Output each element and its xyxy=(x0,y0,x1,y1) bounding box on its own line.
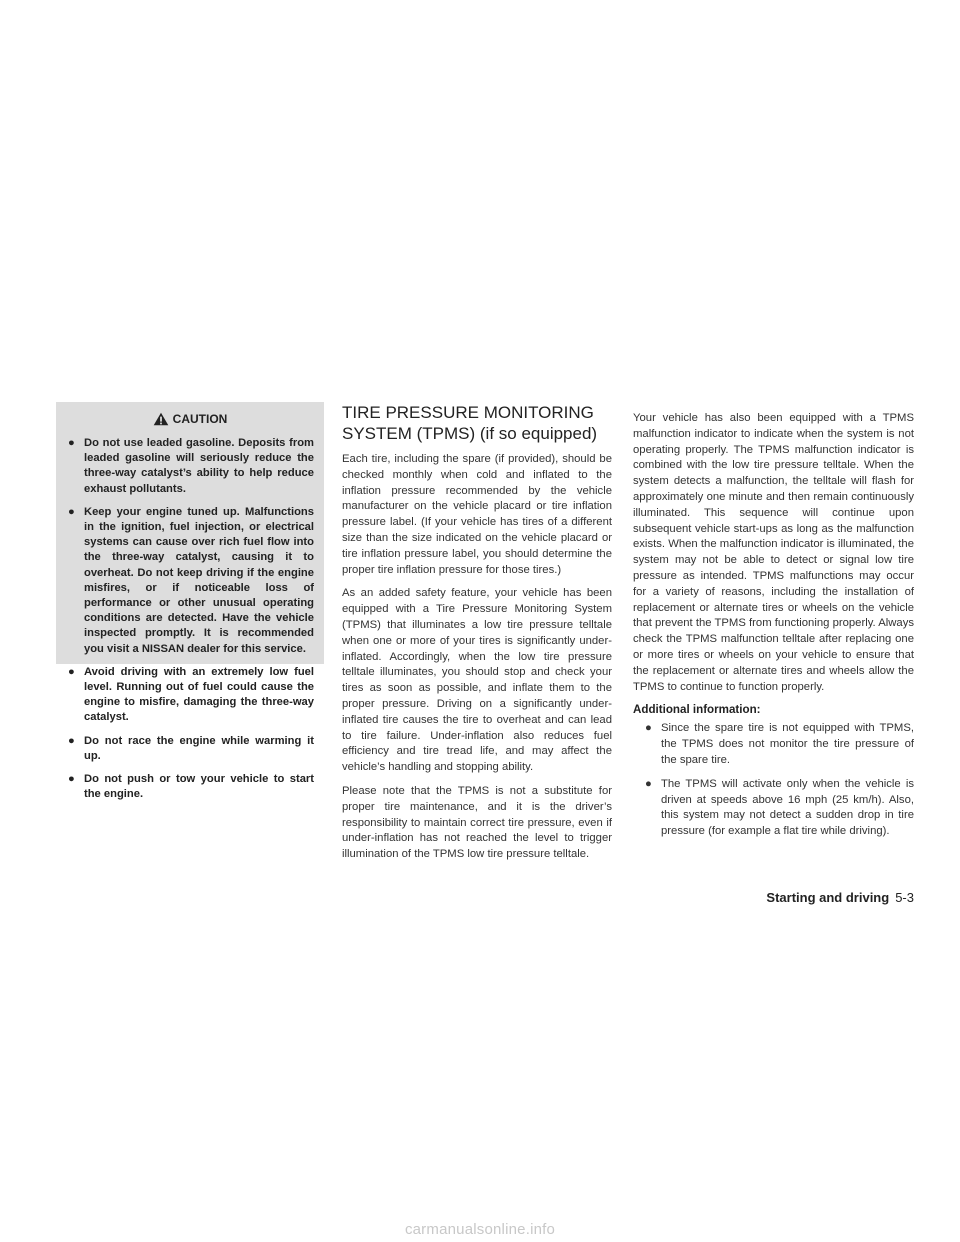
page-number: 5-3 xyxy=(895,890,914,905)
bullet-icon: ● xyxy=(645,722,652,735)
list-item: ● The TPMS will activate only when the vehicle is driven at speeds above 16 mph (25 km/h). Also, this system may not detect a sudden drop in tire pressure (for example a flat tire while driving). xyxy=(645,777,914,838)
list-item: ● Avoid driving with an extremely low fuel level. Running out of fuel could cause the engine to misfire, damaging the three-way catalyst. xyxy=(68,665,314,724)
list-item: ● Since the spare tire is not equipped with TPMS, the TPMS does not monitor the tire pressure of the spare tire. xyxy=(645,722,914,766)
list-item: ● Keep your engine tuned up. Malfunctions in the ignition, fuel injection, or electrical systems can cause over rich fuel flow into the three-way catalyst, causing it to overheat. Do not keep driving if the engine misfires, or if noticeable loss of performance or other unusual operating conditions are detected. Have the vehicle inspected promptly. It is recommended you visit a NISSAN dealer for this service. xyxy=(68,505,314,655)
caution-header xyxy=(66,412,314,426)
bullet-icon: ● xyxy=(68,734,75,747)
bullet-icon: ● xyxy=(68,505,75,518)
caution-list xyxy=(66,436,314,802)
additional-info-heading: Additional information: xyxy=(633,703,761,717)
tpms-section xyxy=(342,402,612,871)
section-title: TIRE PRESSURE MONITORING SYSTEM (TPMS) (if so equipped) xyxy=(342,403,598,443)
footer-section-name: Starting and driving xyxy=(766,890,890,905)
right-column xyxy=(633,411,914,848)
caution-box xyxy=(56,402,324,801)
paragraph: Each tire, including the spare (if provided), should be checked monthly when cold and inflated to the inflation pressure recommended by the vehicle manufacturer on the vehicle placard or tire inflation pressure label. (If your vehicle has tires of a different size than the size indicated on the vehicle placard or tire inflation pressure label, you should determine the proper tire inflation pressure for those tires.) xyxy=(342,453,612,576)
bullet-icon: ● xyxy=(68,665,75,678)
warning-triangle-icon xyxy=(153,412,169,426)
list-item: ● Do not push or tow your vehicle to start the engine. xyxy=(68,773,314,801)
additional-info-list xyxy=(633,721,914,840)
bullet-icon: ● xyxy=(645,777,652,790)
watermark: carmanualsonline.info xyxy=(404,1221,556,1238)
bullet-icon: ● xyxy=(68,437,75,449)
caution-title: CAUTION xyxy=(172,412,228,426)
paragraph: As an added safety feature, your vehicle has been equipped with a Tire Pressure Monitoring System (TPMS) that illuminates a low tire pressure telltale when one or more of your tires is significantly under-inflated. Accordingly, when the low tire pressure telltale illuminates, you should stop and check your tires as soon as possible, and inflate them to the proper pressure. Driving on a significantly under-inflated tire causes the tire to overheat and can lead to tire failure. Under-inflation also reduces fuel efficiency and tire tread life, and may affect the vehicle’s handling and stopping ability. xyxy=(342,587,612,774)
paragraph: Your vehicle has also been equipped with a TPMS malfunction indicator to indicate when the system is not operating properly. The TPMS malfunction indicator is combined with the low tire pressure telltale. When the system detects a malfunction, the telltale will flash for approximately one minute and then remain continuously illuminated. This sequence will continue upon subsequent vehicle start-ups as long as the malfunction exists. When the malfunction indicator is illuminated, the system may not be able to detect or signal low tire pressure as intended. TPMS malfunctions may occur for a variety of reasons, including the installation of replacement or alternate tires or wheels on the vehicle that prevent the TPMS from functioning properly. Always check the TPMS malfunction telltale after replacing one or more tires or wheels on your vehicle to ensure that the replacement or alternate tires and wheels allow the TPMS to continue to function properly. xyxy=(633,412,914,693)
page-footer xyxy=(716,890,914,905)
paragraph: Please note that the TPMS is not a substitute for proper tire maintenance, and it is the driver’s responsibility to maintain correct tire pressure, even if under-inflation has not reached the level to trigger illumination of the TPMS low tire pressure telltale. xyxy=(342,784,612,861)
bullet-icon: ● xyxy=(68,773,75,786)
list-item: ● Do not race the engine while warming it up. xyxy=(68,734,314,762)
list-item: ● Do not use leaded gasoline. Deposits from leaded gasoline will seriously reduce the three-way catalyst’s ability to help reduce exhaust pollutants. xyxy=(68,437,314,495)
